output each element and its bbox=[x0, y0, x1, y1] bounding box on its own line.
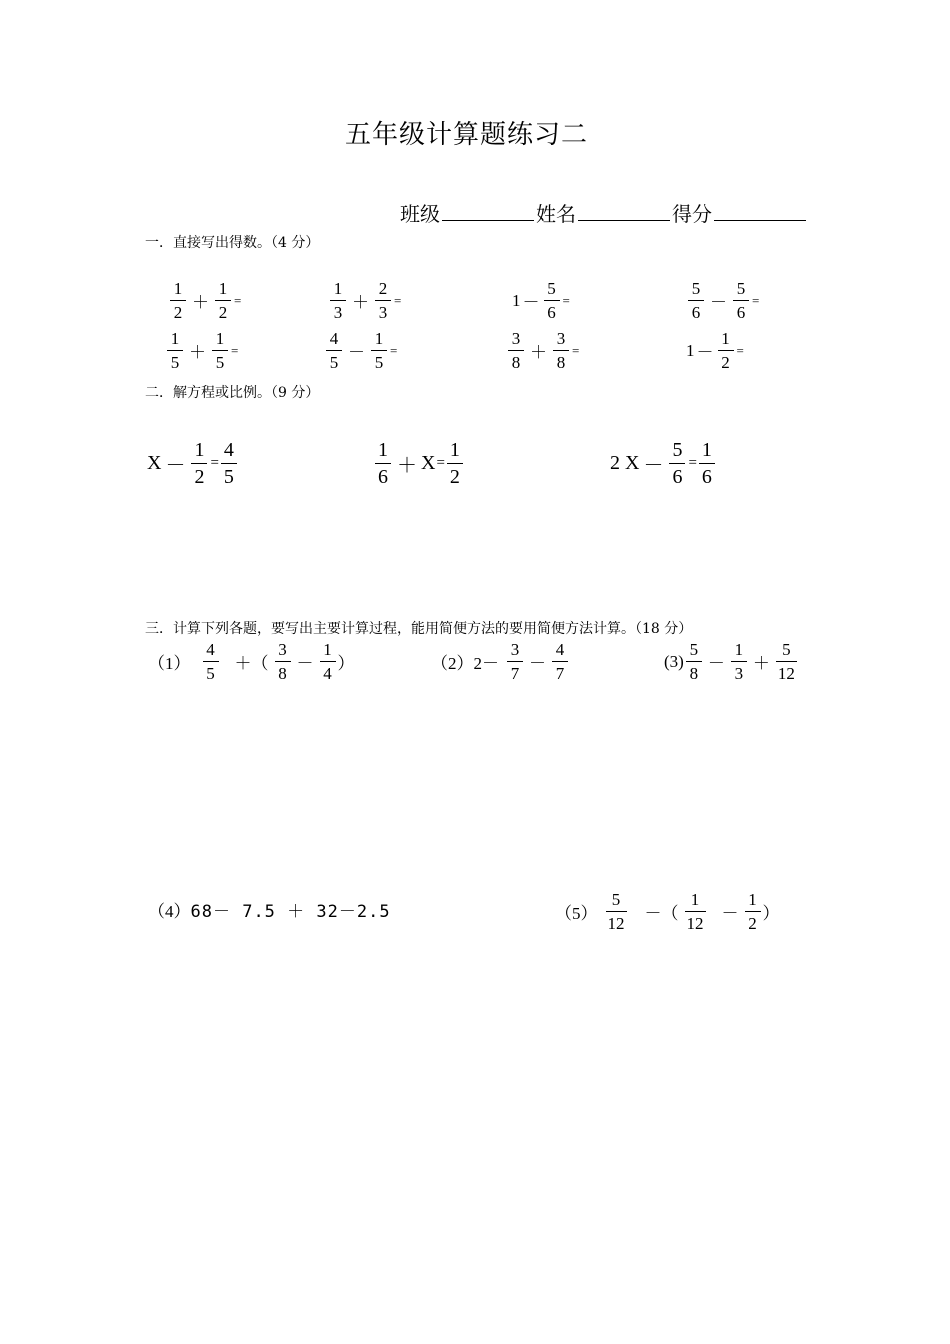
fraction: $\frac{5}{6}$ bbox=[733, 280, 749, 321]
equals: = bbox=[752, 292, 760, 308]
section1-item bbox=[512, 280, 570, 321]
section1-item bbox=[165, 330, 238, 371]
fraction: $\frac{5}{12}$ bbox=[777, 640, 795, 683]
close-paren: ） bbox=[337, 654, 355, 673]
fraction: $\frac{1}{2}$ bbox=[718, 330, 734, 371]
equals: = bbox=[394, 292, 402, 308]
operator: － bbox=[296, 654, 314, 673]
fraction: $\frac{1}{5}$ bbox=[371, 330, 387, 371]
problem-2 bbox=[431, 641, 570, 682]
equals: = bbox=[572, 342, 580, 358]
operator: －（ bbox=[644, 904, 679, 923]
section1-item bbox=[686, 330, 744, 371]
operator: ＋ bbox=[752, 654, 770, 673]
fraction: $\frac{3}{8}$ bbox=[275, 641, 291, 682]
name-label: 姓名 bbox=[536, 202, 576, 226]
section3-heading: 三．计算下列各题，要写出主要计算过程，能用简便方法的要用简便方法计算。（18 分） bbox=[145, 621, 693, 637]
fraction: $\frac{1}{5}$ bbox=[212, 330, 228, 371]
equals: = bbox=[210, 455, 219, 471]
equals: = bbox=[390, 342, 398, 358]
operator: ＋（ bbox=[234, 654, 269, 673]
section1-item bbox=[686, 280, 759, 321]
fraction: $\frac{5}{6}$ bbox=[544, 280, 560, 321]
fraction: $\frac{5}{6}$ bbox=[669, 440, 685, 487]
fraction: $\frac{4}{5}$ bbox=[221, 440, 237, 487]
section1-item bbox=[328, 280, 401, 321]
problem-5 bbox=[555, 891, 780, 932]
fraction: $\frac{1}{6}$ bbox=[375, 440, 391, 487]
student-info bbox=[400, 198, 808, 227]
problem-label: （4） bbox=[148, 902, 191, 921]
fraction: $\frac{1}{2}$ bbox=[191, 440, 207, 487]
fraction: $\frac{1}{3}$ bbox=[330, 280, 346, 321]
fraction: $\frac{3}{8}$ bbox=[553, 330, 569, 371]
fraction: $\frac{1}{2}$ bbox=[170, 280, 186, 321]
fraction: $\frac{3}{8}$ bbox=[508, 330, 524, 371]
operator: － bbox=[348, 343, 365, 362]
operator: － bbox=[522, 293, 540, 312]
equals: = bbox=[436, 455, 445, 471]
problem-expression: 68－ 7.5 ＋ 32－2.5 bbox=[190, 902, 391, 922]
fraction: $\frac{1}{6}$ bbox=[699, 440, 715, 487]
fraction: $\frac{1}{4}$ bbox=[320, 641, 336, 682]
problem-label: (3) bbox=[664, 651, 684, 671]
problem-1 bbox=[148, 641, 355, 682]
fraction: $\frac{4}{5}$ bbox=[326, 330, 342, 371]
fraction: $\frac{1}{12}$ bbox=[686, 890, 704, 933]
class-blank[interactable] bbox=[442, 200, 534, 221]
whole-number: 2－ bbox=[473, 654, 499, 673]
score-label: 得分 bbox=[672, 202, 712, 226]
variable: 2 X bbox=[610, 452, 640, 474]
fraction: $\frac{1}{3}$ bbox=[731, 641, 747, 682]
operator: － bbox=[710, 293, 727, 312]
operator: ＋ bbox=[530, 343, 547, 362]
fraction: $\frac{1}{2}$ bbox=[447, 440, 463, 487]
problem-3 bbox=[664, 641, 799, 682]
operator: ＋ bbox=[189, 343, 206, 362]
score-blank[interactable] bbox=[714, 200, 806, 221]
equals: = bbox=[736, 342, 744, 358]
operator: ＋ bbox=[397, 455, 417, 477]
problem-label: （2） bbox=[431, 654, 474, 673]
fraction: $\frac{4}{7}$ bbox=[552, 641, 568, 682]
operator: － bbox=[696, 343, 714, 362]
variable: X bbox=[421, 452, 436, 474]
equals: = bbox=[562, 292, 570, 308]
fraction: $\frac{4}{5}$ bbox=[203, 641, 219, 682]
close-paren: ） bbox=[762, 904, 780, 923]
equation-1 bbox=[147, 440, 239, 487]
operator: － bbox=[529, 654, 546, 673]
fraction: $\frac{2}{3}$ bbox=[375, 280, 391, 321]
operator: ＋ bbox=[192, 293, 209, 312]
operator: － bbox=[721, 904, 739, 923]
equals: = bbox=[234, 292, 242, 308]
problem-label: （1） bbox=[148, 654, 191, 673]
page-title: 五年级计算题练习二 bbox=[345, 120, 589, 150]
section1-item bbox=[168, 280, 241, 321]
operator: ＋ bbox=[352, 293, 369, 312]
problem-label: （5） bbox=[555, 904, 598, 923]
fraction: $\frac{1}{5}$ bbox=[167, 330, 183, 371]
fraction: $\frac{1}{2}$ bbox=[215, 280, 231, 321]
section1-item bbox=[506, 330, 579, 371]
class-label: 班级 bbox=[400, 202, 440, 226]
operator: － bbox=[707, 654, 725, 673]
fraction: $\frac{5}{12}$ bbox=[607, 890, 625, 933]
fraction: $\frac{1}{2}$ bbox=[745, 891, 761, 932]
fraction: $\frac{5}{6}$ bbox=[688, 280, 704, 321]
equation-2 bbox=[373, 440, 465, 487]
name-blank[interactable] bbox=[578, 200, 670, 221]
equals: = bbox=[231, 342, 239, 358]
operator: － bbox=[165, 455, 186, 477]
section1-item bbox=[324, 330, 397, 371]
whole-number: 1 bbox=[686, 340, 695, 360]
equals: = bbox=[688, 455, 697, 471]
whole-number: 1 bbox=[512, 290, 521, 310]
variable: X bbox=[147, 452, 162, 474]
section1-heading: 一．直接写出得数。（4 分） bbox=[145, 235, 320, 251]
problem-4 bbox=[148, 897, 391, 922]
section2-heading: 二．解方程或比例。（9 分） bbox=[145, 385, 320, 401]
fraction: $\frac{3}{7}$ bbox=[507, 641, 523, 682]
operator: － bbox=[643, 455, 664, 477]
equation-3 bbox=[610, 440, 717, 487]
fraction: $\frac{5}{8}$ bbox=[686, 641, 702, 682]
